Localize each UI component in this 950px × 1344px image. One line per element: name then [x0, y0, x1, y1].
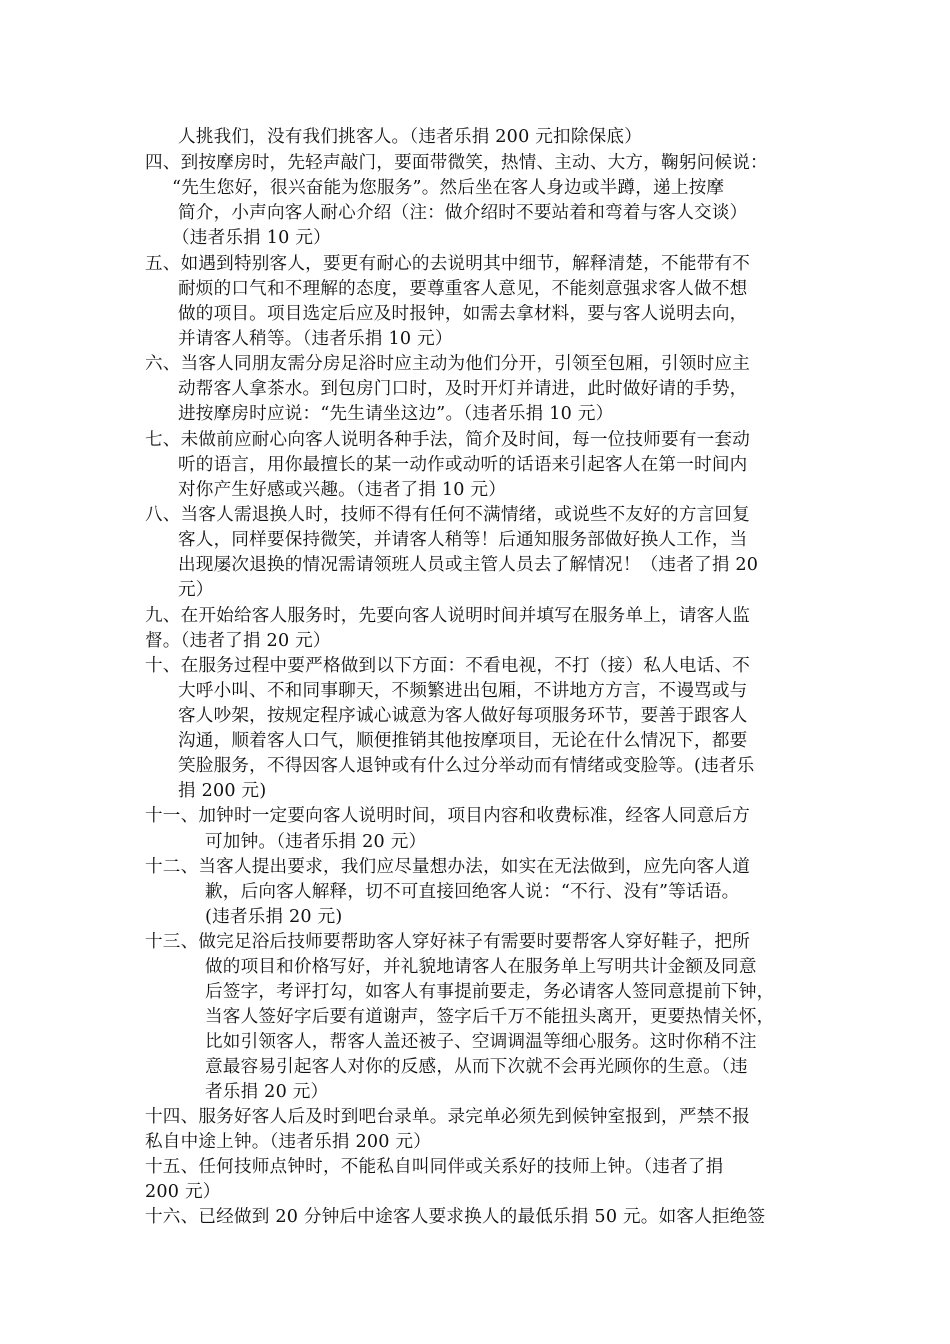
- text-line: 耐烦的口气和不理解的态度，要尊重客人意见，不能刻意强求客人做不想: [178, 279, 748, 299]
- text-line: 沟通，顺着客人口气，顺便推销其他按摩项目，无论在什么情况下，都要: [178, 731, 748, 751]
- text-line: 并请客人稍等。（违者乐捐 10 元）: [178, 329, 453, 349]
- text-line: 十三、做完足浴后技师要帮助客人穿好袜子有需要时要帮客人穿好鞋子，把所: [145, 932, 750, 952]
- text-line: 人挑我们，没有我们挑客人。（违者乐捐 200 元扣除保底）: [178, 127, 643, 147]
- text-line: 七、未做前应耐心向客人说明各种手法，简介及时间，每一位技师要有一套动: [145, 430, 750, 450]
- text-line: 者乐捐 20 元）: [205, 1082, 329, 1102]
- text-line: 大呼小叫、不和同事聊天，不频繁进出包厢，不讲地方方言，不谩骂或与: [178, 681, 748, 701]
- text-line: 可加钟。（违者乐捐 20 元）: [205, 832, 427, 852]
- text-line: 进按摩房时应说：“先生请坐这边”。（违者乐捐 10 元）: [178, 404, 614, 424]
- text-line: 九、在开始给客人服务时，先要向客人说明时间并填写在服务单上，请客人监: [145, 606, 750, 626]
- text-line: 当客人签好字后要有道谢声，签字后千万不能扭头离开，更要热情关怀，: [205, 1007, 775, 1027]
- text-line: 十二、当客人提出要求，我们应尽量想办法，如实在无法做到，应先向客人道: [145, 857, 750, 877]
- text-line: 捐 200 元): [178, 781, 267, 801]
- text-line: 十、在服务过程中要严格做到以下方面：不看电视，不打（接）私人电话、不: [145, 656, 750, 676]
- text-line: 听的语言，用你最擅长的某一动作或动听的话语来引起客人在第一时间内: [178, 455, 748, 475]
- text-line: 私自中途上钟。（违者乐捐 200 元）: [145, 1132, 432, 1152]
- text-line: （违者乐捐 10 元）: [172, 228, 331, 248]
- text-line: 八、当客人需退换人时，技师不得有任何不满情绪，或说些不友好的方言回复: [145, 505, 750, 525]
- text-line: 做的项目。项目选定后应及时报钟，如需去拿材料，要与客人说明去向，: [178, 304, 748, 324]
- text-line: 十一、加钟时一定要向客人说明时间，项目内容和收费标准，经客人同意后方: [145, 806, 750, 826]
- text-line: 笑脸服务，不得因客人退钟或有什么过分举动而有情绪或变脸等。(违者乐: [178, 756, 755, 776]
- text-line: 意最容易引起客人对你的反感，从而下次就不会再光顾你的生意。（违: [205, 1057, 748, 1077]
- text-line: 对你产生好感或兴趣。（违者了捐 10 元）: [178, 480, 507, 500]
- text-line: 五、如遇到特别客人，要更有耐心的去说明其中细节，解释清楚，不能带有不: [145, 254, 750, 274]
- text-line: 督。（违者了捐 20 元）: [145, 631, 331, 651]
- text-line: 出现屡次退换的情况需请领班人员或主管人员去了解情况！（违者了捐 20: [178, 555, 759, 575]
- text-line: 十五、任何技师点钟时，不能私自叫同伴或关系好的技师上钟。（违者了捐: [145, 1157, 724, 1177]
- text-line: 十六、已经做到 20 分钟后中途客人要求换人的最低乐捐 50 元。如客人拒绝签: [145, 1207, 766, 1227]
- text-line: 后签字，考评打勾，如客人有事提前要走，务必请客人签同意提前下钟，: [205, 982, 775, 1002]
- text-line: 歉，后向客人解释，切不可直接回绝客人说：“不行、没有”等话语。: [205, 882, 740, 902]
- text-line: 200 元）: [145, 1182, 221, 1202]
- text-line: 做的项目和价格写好，并礼貌地请客人在服务单上写明共计金额及同意: [205, 957, 757, 977]
- text-line: 简介，小声向客人耐心介绍（注：做介绍时不要站着和弯着与客人交谈）: [178, 203, 748, 223]
- text-line: 客人吵架，按规定程序诚心诚意为客人做好每项服务环节，要善于跟客人: [178, 706, 748, 726]
- text-line: 比如引领客人，帮客人盖还被子、空调调温等细心服务。这时你稍不注: [205, 1032, 757, 1052]
- text-line: 动帮客人拿茶水。到包房门口时，及时开灯并请进，此时做好请的手势，: [178, 379, 748, 399]
- text-line: 元）: [178, 580, 214, 600]
- text-line: 六、当客人同朋友需分房足浴时应主动为他们分开，引领至包厢，引领时应主: [145, 354, 750, 374]
- text-line: (违者乐捐 20 元): [205, 907, 343, 927]
- text-line: 四、到按摩房时，先轻声敲门，要面带微笑，热情、主动、大方，鞠躬问候说：: [145, 153, 768, 173]
- text-line: “先生您好，很兴奋能为您服务”。然后坐在客人身边或半蹲，递上按摩: [172, 178, 725, 198]
- text-line: 客人，同样要保持微笑，并请客人稍等！后通知服务部做好换人工作，当: [178, 530, 748, 550]
- text-line: 十四、服务好客人后及时到吧台录单。录完单必须先到候钟室报到，严禁不报: [145, 1107, 750, 1127]
